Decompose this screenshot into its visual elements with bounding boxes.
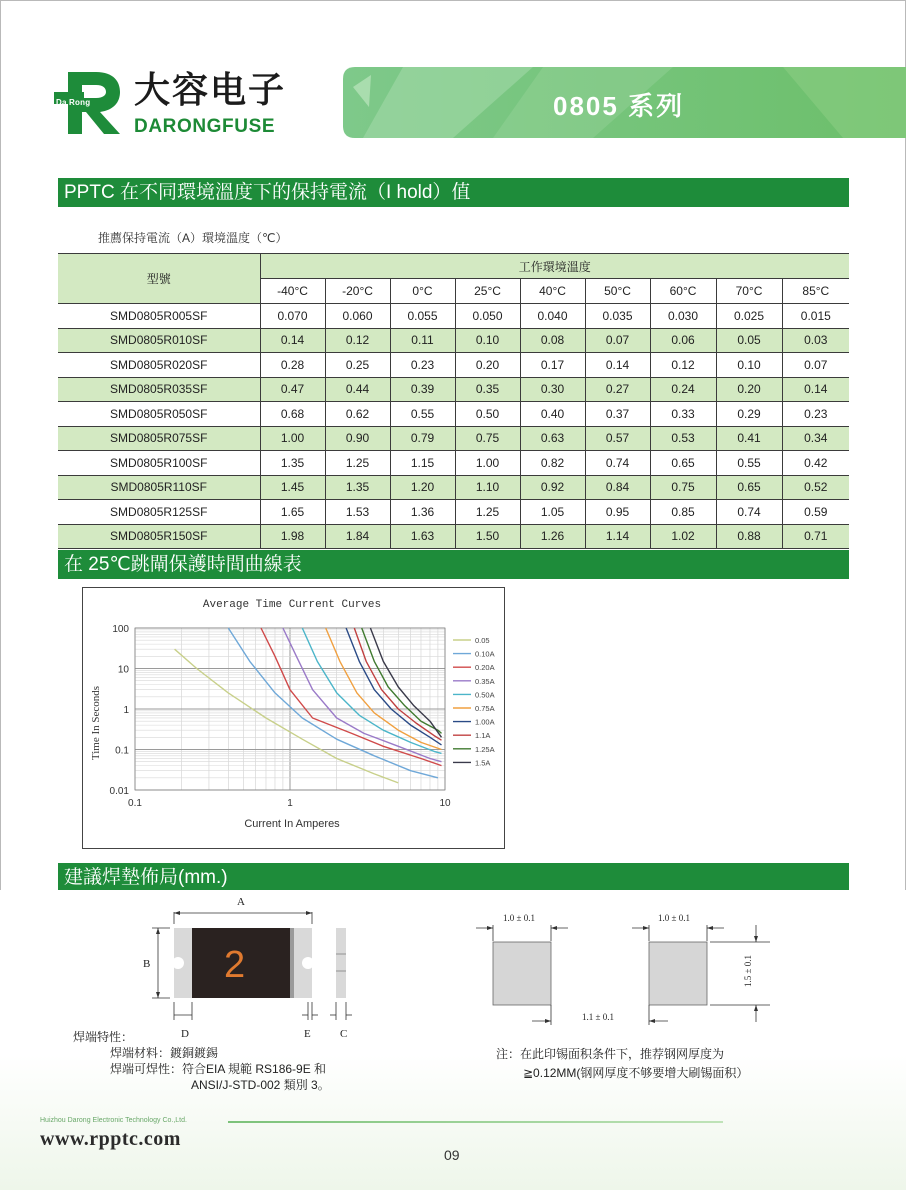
model-cell: SMD0805R010SF <box>58 328 260 353</box>
hold-current-cell: 0.40 <box>520 402 585 427</box>
hold-current-cell: 1.98 <box>260 524 325 549</box>
hold-current-cell: 0.20 <box>455 353 520 378</box>
hold-current-cell: 0.14 <box>585 353 650 378</box>
footer-company: Huizhou Darong Electronic Technology Co.,Ltd. <box>40 1117 187 1124</box>
model-column-header: 型號 <box>58 254 260 304</box>
table-subtitle: 推薦保持電流（A）環境溫度（℃） <box>98 231 288 245</box>
stencil-note-cont: ≧0.12MM(钢网厚度不够要增大刷锡面积） <box>523 1066 749 1080</box>
hold-current-cell: 0.57 <box>585 426 650 451</box>
section-title-pad-layout: 建議焊墊佈局(mm.) <box>58 863 849 892</box>
hold-current-cell: 0.040 <box>520 304 585 329</box>
chip-dimension-drawing <box>150 900 360 1025</box>
hold-current-cell: 1.00 <box>455 451 520 476</box>
legend-label: 0.10A <box>475 649 495 659</box>
hold-current-cell: 1.65 <box>260 500 325 525</box>
hold-current-cell: 0.12 <box>325 328 390 353</box>
hold-current-cell: 0.12 <box>650 353 716 378</box>
hold-current-cell: 0.025 <box>716 304 782 329</box>
hold-current-cell: 0.34 <box>782 426 849 451</box>
company-name-en: DARONGFUSE <box>134 116 276 137</box>
dim-label-a: A <box>237 896 245 908</box>
hold-current-cell: 1.00 <box>260 426 325 451</box>
hold-table-body <box>58 304 849 549</box>
y-tick-label: 0.01 <box>109 786 129 797</box>
table-row <box>58 377 849 402</box>
series-line <box>175 649 399 783</box>
features-title: 焊端特性： <box>73 1030 134 1044</box>
hold-current-cell: 1.35 <box>325 475 390 500</box>
trip-curve-chart <box>82 587 505 849</box>
hold-current-cell: 0.050 <box>455 304 520 329</box>
model-cell: SMD0805R020SF <box>58 353 260 378</box>
series-line <box>228 628 438 778</box>
hold-current-cell: 1.25 <box>455 500 520 525</box>
section-title-trip-curves: 在 25℃跳閘保護時間曲線表 <box>58 550 849 579</box>
dim-bottom: 1.1 ± 0.1 <box>582 1012 614 1022</box>
series-title: 0805 系列 <box>553 91 685 121</box>
hold-current-cell: 0.53 <box>650 426 716 451</box>
legend-label: 0.05 <box>475 636 490 645</box>
hold-current-cell: 0.79 <box>390 426 455 451</box>
model-cell: SMD0805R150SF <box>58 524 260 549</box>
chart-ylabel: Time In Seconds <box>90 685 102 761</box>
hold-current-cell: 0.08 <box>520 328 585 353</box>
hold-current-cell: 1.05 <box>520 500 585 525</box>
temp-header: 25°C <box>455 279 520 304</box>
temp-header: 40°C <box>520 279 585 304</box>
y-tick-label: 1 <box>123 705 129 716</box>
hold-current-cell: 0.035 <box>585 304 650 329</box>
hold-current-cell: 0.88 <box>716 524 782 549</box>
dim-label-b: B <box>143 958 151 970</box>
temp-header: 60°C <box>650 279 716 304</box>
hold-current-cell: 0.070 <box>260 304 325 329</box>
hold-current-cell: 0.060 <box>325 304 390 329</box>
terminal-material: 焊端材料：鍍銅鍍錫 <box>110 1046 219 1060</box>
temperature-group-header: 工作環境溫度 <box>260 254 849 279</box>
x-tick-label: 10 <box>439 798 451 809</box>
hold-current-cell: 0.20 <box>716 377 782 402</box>
hold-current-cell: 0.74 <box>716 500 782 525</box>
model-cell: SMD0805R005SF <box>58 304 260 329</box>
hold-current-cell: 0.65 <box>716 475 782 500</box>
hold-current-cell: 1.36 <box>390 500 455 525</box>
hold-current-cell: 1.50 <box>455 524 520 549</box>
table-row <box>58 353 849 378</box>
dim-label-d: D <box>181 1028 189 1040</box>
legend-label: 0.75A <box>475 704 495 713</box>
hold-current-cell: 0.42 <box>782 451 849 476</box>
hold-current-cell: 0.030 <box>650 304 716 329</box>
company-name-cn: 大容电子 <box>134 69 287 110</box>
hold-current-cell: 1.15 <box>390 451 455 476</box>
hold-current-cell: 0.11 <box>390 328 455 353</box>
hold-current-cell: 0.015 <box>782 304 849 329</box>
section-title-hold-current: PPTC 在不同環境溫度下的保持電流（I hold）值 <box>58 178 849 207</box>
logo-small-text: Da Rong <box>56 98 91 107</box>
hold-current-cell: 1.45 <box>260 475 325 500</box>
temp-header: 0°C <box>390 279 455 304</box>
legend-label: 1.00A <box>475 717 495 727</box>
hold-current-cell: 1.25 <box>325 451 390 476</box>
hold-current-cell: 1.14 <box>585 524 650 549</box>
hold-current-cell: 0.62 <box>325 402 390 427</box>
hold-current-cell: 0.68 <box>260 402 325 427</box>
hold-current-cell: 1.26 <box>520 524 585 549</box>
hold-current-cell: 0.10 <box>716 353 782 378</box>
hold-current-cell: 0.10 <box>455 328 520 353</box>
footer-website-link[interactable]: www.rpptc.com <box>40 1128 181 1150</box>
hold-current-cell: 1.02 <box>650 524 716 549</box>
model-cell: SMD0805R110SF <box>58 475 260 500</box>
y-tick-label: 10 <box>117 664 129 676</box>
hold-current-cell: 1.20 <box>390 475 455 500</box>
hold-current-cell: 0.59 <box>782 500 849 525</box>
hold-current-cell: 0.23 <box>782 402 849 427</box>
terminal-solderability: 焊端可焊性：符合EIA 規範 RS186-9E 和 <box>110 1062 327 1076</box>
hold-current-cell: 0.55 <box>716 451 782 476</box>
hold-current-cell: 0.52 <box>782 475 849 500</box>
page-number: 09 <box>444 1147 460 1163</box>
hold-current-cell: 0.29 <box>716 402 782 427</box>
hold-current-cell: 0.75 <box>650 475 716 500</box>
dim-label-e: E <box>304 1028 311 1040</box>
hold-current-cell: 0.95 <box>585 500 650 525</box>
hold-current-cell: 0.27 <box>585 377 650 402</box>
hold-current-cell: 0.35 <box>455 377 520 402</box>
model-cell: SMD0805R125SF <box>58 500 260 525</box>
table-row <box>58 500 849 525</box>
y-tick-label: 100 <box>112 624 129 635</box>
hold-current-cell: 0.75 <box>455 426 520 451</box>
hold-current-cell: 0.65 <box>650 451 716 476</box>
hold-current-cell: 0.17 <box>520 353 585 378</box>
model-cell: SMD0805R100SF <box>58 451 260 476</box>
chart-svg <box>83 588 504 848</box>
hold-current-cell: 0.07 <box>585 328 650 353</box>
hold-current-cell: 0.33 <box>650 402 716 427</box>
hold-current-cell: 0.055 <box>390 304 455 329</box>
hold-current-cell: 0.84 <box>585 475 650 500</box>
table-row <box>58 524 849 549</box>
chip-marking: 2 <box>224 944 246 986</box>
hold-current-cell: 0.14 <box>782 377 849 402</box>
legend-label: 0.20A <box>475 663 495 673</box>
hold-current-cell: 0.05 <box>716 328 782 353</box>
temp-header: 50°C <box>585 279 650 304</box>
hold-current-cell: 1.63 <box>390 524 455 549</box>
temp-header: 85°C <box>782 279 849 304</box>
temp-header: -20°C <box>325 279 390 304</box>
hold-current-cell: 0.82 <box>520 451 585 476</box>
pad-footprint-drawing <box>470 905 770 1030</box>
hold-current-cell: 0.39 <box>390 377 455 402</box>
hold-current-cell: 0.71 <box>782 524 849 549</box>
legend-label: 0.50A <box>475 690 495 700</box>
dim-right: 1.5 ± 0.1 <box>742 955 753 987</box>
x-tick-label: 0.1 <box>128 798 142 809</box>
hold-current-cell: 1.35 <box>260 451 325 476</box>
hold-current-cell: 0.07 <box>782 353 849 378</box>
legend-label: 1.1A <box>475 731 491 741</box>
dim-label-c: C <box>340 1028 348 1040</box>
temp-header: 70°C <box>716 279 782 304</box>
chart-title: Average Time Current Curves <box>202 599 382 611</box>
hold-current-cell: 1.10 <box>455 475 520 500</box>
hold-current-cell: 0.06 <box>650 328 716 353</box>
table-row <box>58 328 849 353</box>
hold-current-cell: 0.63 <box>520 426 585 451</box>
table-row <box>58 451 849 476</box>
hold-current-cell: 1.53 <box>325 500 390 525</box>
hold-current-cell: 0.28 <box>260 353 325 378</box>
table-row <box>58 426 849 451</box>
chart-xlabel: Current In Amperes <box>244 818 340 830</box>
hold-current-cell: 0.37 <box>585 402 650 427</box>
hold-current-cell: 1.84 <box>325 524 390 549</box>
footer-divider <box>228 1121 723 1123</box>
y-tick-label: 0.1 <box>115 745 129 757</box>
dim-top-left: 1.0 ± 0.1 <box>503 913 535 923</box>
legend-label: 0.35A <box>475 676 495 686</box>
hold-current-table <box>58 253 849 549</box>
hold-current-cell: 0.92 <box>520 475 585 500</box>
hold-current-cell: 0.85 <box>650 500 716 525</box>
table-row <box>58 475 849 500</box>
series-line <box>302 628 441 753</box>
model-cell: SMD0805R050SF <box>58 402 260 427</box>
hold-current-cell: 0.74 <box>585 451 650 476</box>
table-row <box>58 402 849 427</box>
model-cell: SMD0805R075SF <box>58 426 260 451</box>
hold-current-cell: 0.47 <box>260 377 325 402</box>
legend-label: 1.5A <box>475 758 491 768</box>
hold-current-cell: 0.90 <box>325 426 390 451</box>
hold-current-cell: 0.44 <box>325 377 390 402</box>
hold-current-cell: 0.24 <box>650 377 716 402</box>
stencil-note: 注：在此印锡面积条件下，推荐钢网厚度为 <box>496 1047 725 1061</box>
dim-top-right: 1.0 ± 0.1 <box>658 913 690 923</box>
hold-current-cell: 0.23 <box>390 353 455 378</box>
temp-header: -40°C <box>260 279 325 304</box>
model-cell: SMD0805R035SF <box>58 377 260 402</box>
hold-current-cell: 0.30 <box>520 377 585 402</box>
hold-current-cell: 0.25 <box>325 353 390 378</box>
hold-current-cell: 0.41 <box>716 426 782 451</box>
hold-current-cell: 0.14 <box>260 328 325 353</box>
hold-current-cell: 0.03 <box>782 328 849 353</box>
table-row <box>58 304 849 329</box>
hold-current-cell: 0.55 <box>390 402 455 427</box>
x-tick-label: 1 <box>287 798 293 809</box>
hold-current-cell: 0.50 <box>455 402 520 427</box>
company-logo <box>54 68 314 138</box>
legend-label: 1.25A <box>475 744 495 754</box>
terminal-solderability-cont: ANSI/J-STD-002 類別 3。 <box>191 1078 330 1092</box>
